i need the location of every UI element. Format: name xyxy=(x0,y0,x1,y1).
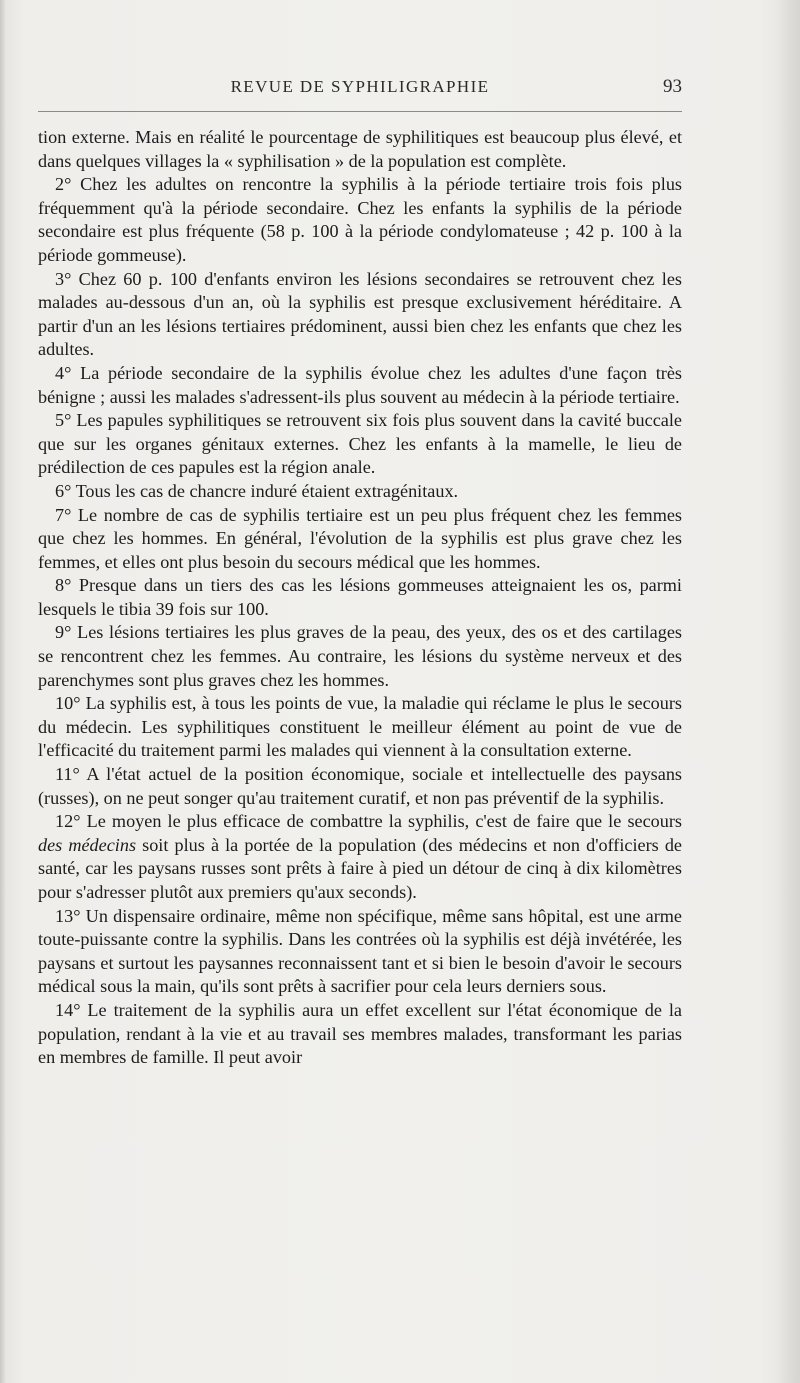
paragraph-item-5: 5° Les papules syphilitiques se retrouvent six fois plus souvent dans la cavité buccale que sur les organes génitaux externes. Chez les enfants à la mamelle, le lieu de prédilection de ces papules est la région anale. xyxy=(38,410,682,478)
paragraph-12-text-after: soit plus à la portée de la population (des médecins et non d'officiers de santé, car les paysans russes sont prêts à faire à pied un détour de cinq à dix kilomètres pour s'adresser plutôt aux premiers qu'aux seconds). xyxy=(38,834,683,902)
paragraph-item-2: 2° Chez les adultes on rencontre la syphilis à la période tertiaire trois fois plus fréquemment qu'à la période secondaire. Chez les enfants la syphilis de la période secondaire est plus fréquente (58 p. 100 à la période condylomateuse ; 42 p. 100 à la période gommeuse). xyxy=(38,174,682,265)
page-edge-shadow-left xyxy=(0,0,6,1383)
paragraph-item-10: 10° La syphilis est, à tous les points de vue, la maladie qui réclame le plus le secours du médecin. Les syphilitiques constituent le meilleur élément au point de vue de l'efficacité du traitement parmi les malades qui viennent à la consultation externe. xyxy=(38,693,682,761)
paragraph-item-6: 6° Tous les cas de chancre induré étaient extragénitaux. xyxy=(55,480,459,501)
paragraph-item-11: 11° A l'état actuel de la position économique, sociale et intellectuelle des paysans (russes), on ne peut songer qu'au traitement curatif, et non pas préventif de la syphilis. xyxy=(38,764,682,808)
paragraph-item-7: 7° Le nombre de cas de syphilis tertiaire est un peu plus fréquent chez les femmes que chez les hommes. En général, l'évolution de la syphilis est plus grave chez les femmes, et elles ont plus besoin du secours médical que les hommes. xyxy=(38,504,682,572)
paragraph-12-emphasis: des médecins xyxy=(38,834,137,855)
paragraph-item-9: 9° Les lésions tertiaires les plus graves de la peau, des yeux, des os et des cartilages se rencontrent chez les femmes. Au contraire, les lésions du système nerveux et des parenchymes sont plus graves chez les hommes. xyxy=(38,622,682,690)
page-number: 93 xyxy=(663,76,682,97)
paragraph-continuation: tion externe. Mais en réalité le pourcentage de syphilitiques est beaucoup plus élevé, et dans quelques villages la « syphilisation » de la population est complète. xyxy=(38,127,682,171)
paragraph-item-12 xyxy=(38,810,682,904)
running-title: REVUE DE SYPHILIGRAPHIE xyxy=(230,77,490,96)
paragraph-item-14: 14° Le traitement de la syphilis aura un effet excellent sur l'état économique de la population, rendant à la vie et au travail ses membres malades, transformant les parias en membres de famille. Il peut avoir xyxy=(38,999,682,1068)
paragraph-item-8: 8° Presque dans un tiers des cas les lésions gommeuses atteignaient les os, parmi lesquels le tibia 39 fois sur 100. xyxy=(38,575,682,619)
page-header xyxy=(38,74,682,100)
paragraph-item-13: 13° Un dispensaire ordinaire, même non spécifique, même sans hôpital, est une arme toute-puissante contre la syphilis. Dans les contrées où la syphilis est déjà invétérée, les paysans et surtout les paysannes reconnaissent tant et si bien le besoin d'avoir le secours médical sous la main, qu'ils sont prêts à sacrifier pour cela leurs derniers sous. xyxy=(38,905,682,997)
paragraph-item-3: 3° Chez 60 p. 100 d'enfants environ les lésions secondaires se retrouvent chez les malades au-dessous d'un an, où la syphilis est presque exclusivement héréditaire. A partir d'un an les lésions tertiaires prédominent, aussi bien chez les enfants que chez les adultes. xyxy=(38,268,682,360)
paragraph-item-4: 4° La période secondaire de la syphilis évolue chez les adultes d'une façon très bénigne ; aussi les malades s'adressent-ils plus souvent au médecin à la période tertiaire. xyxy=(38,362,682,407)
paragraph-12-text-before: 12° Le moyen le plus efficace de combattre la syphilis, c'est de faire que le secours xyxy=(55,811,682,832)
article-body xyxy=(38,126,682,1070)
page-edge-shadow-right xyxy=(778,0,800,1383)
header-rule xyxy=(38,111,682,112)
